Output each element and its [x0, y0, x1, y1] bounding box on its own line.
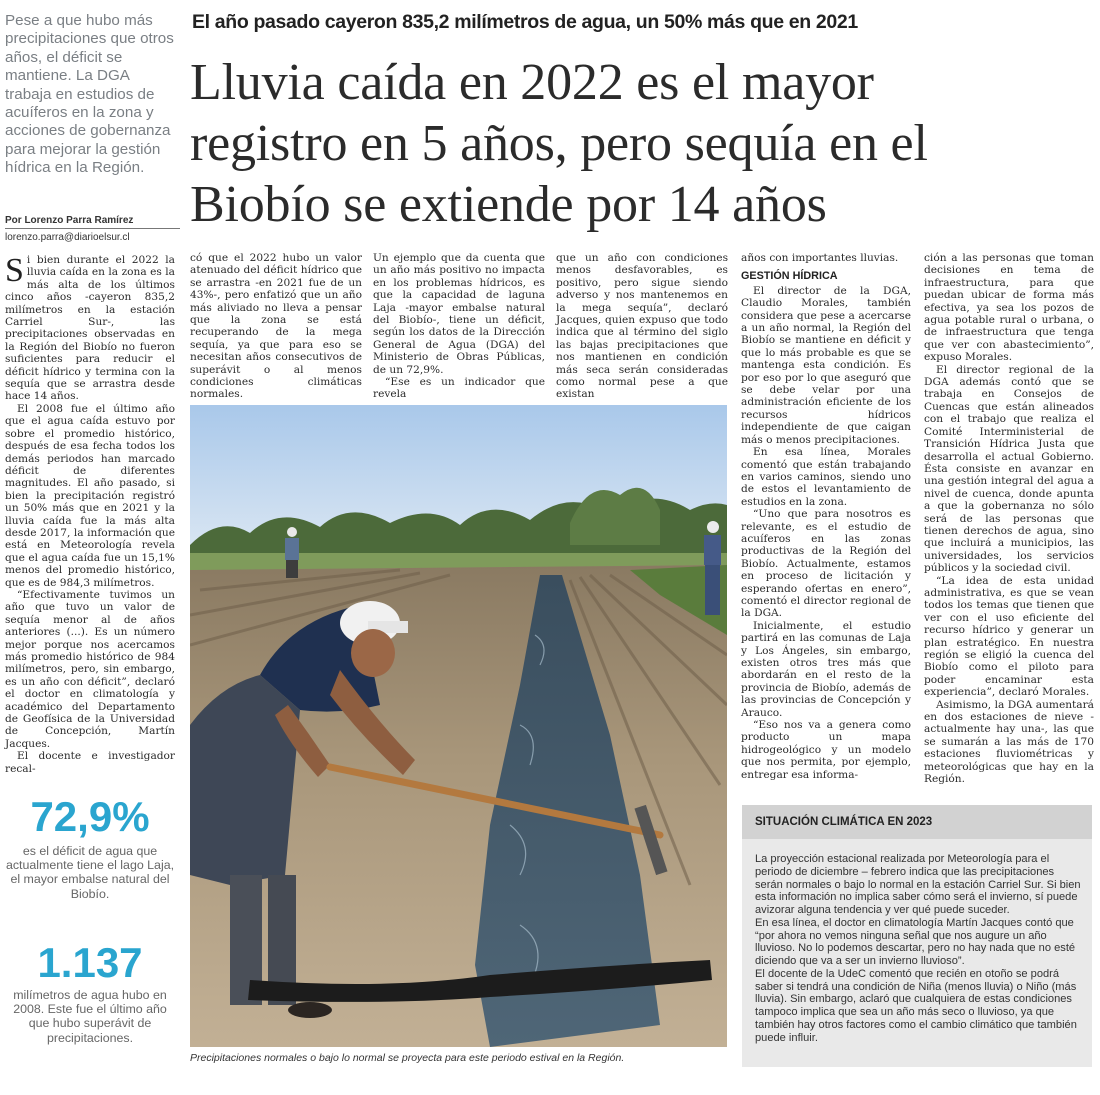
- stat-caption-lake-deficit: es el déficit de agua que actualmente tiene el lago Laja, el mayor embalse natural del Biobío.: [5, 844, 175, 901]
- paragraph: “La idea de esta unidad administrativa, es que se vean todos los temas que tienen que ver con el uso eficiente del recurso hídrico y generar un plan estratégico. En nuestra región se eligió la cuenca del Biobío como el piloto para poder encaminar esta experiencia”, declaró Morales.: [924, 574, 1094, 699]
- paragraph: “Ese es un indicador que revela: [373, 376, 545, 401]
- paragraph: Un ejemplo que da cuenta que un año más positivo no impacta en los problemas hídricos, es que la capacidad de laguna Laja -mayor embalse natural del Biobío-, tiene un déficit, según los datos de la Dirección General de Agua (DGA) del Ministerio de Obras Públicas, de un 72,9%.: [373, 252, 545, 376]
- section-heading: GESTIÓN HÍDRICA: [741, 270, 838, 283]
- article-column-5: [741, 252, 911, 781]
- author-email[interactable]: lorenzo.parra@diarioelsur.cl: [5, 232, 130, 243]
- photo-caption: Precipitaciones normales o bajo lo normal se proyecta para este periodo estival en la Región.: [190, 1052, 625, 1064]
- paragraph: Si bien durante el 2022 la lluvia caída en la zona es la más alta de los últimos cinco años -cayeron 835,2 milímetros en la estación Carriel Sur-, las precipitaciones observadas en la Región del Biobío no fueron suficientes para reducir el déficit hídrico y termina con la sequía que se arrastra desde hace 14 años.: [5, 252, 175, 403]
- paragraph: “Eso nos va a genera como producto un mapa hidrogeológico y un modelo que nos permita, por ejemplo, entregar esa informa-: [741, 719, 911, 781]
- paragraph: Asimismo, la DGA aumentará en dos estaciones de nieve -actualmente hay una-, las que se sumarán a las más de 170 estaciones fluviométricas y meteorológicas que hay en la Región.: [924, 698, 1094, 786]
- headline-line-1: Lluvia caída en 2022 es el mayor: [190, 54, 874, 111]
- article-column-6: [924, 252, 1094, 785]
- article-column-3: [373, 252, 545, 401]
- article-column-2: [190, 252, 362, 401]
- paragraph: El 2008 fue el último año que el agua caída estuvo por sobre el promedio histórico, después de esa fecha todos los demás periodos han marcado déficit de diferentes magnitudes. El año pasado, si bien la precipitación registró un 50% más que en 2021 y la lluvia caída fue la más alta desde 2017, la información que está en Meteorología revela que el agua caída fue un 15,1% menos del promedio histórico, que es de 984,3 milímetros.: [5, 402, 175, 589]
- climate-2023-box: [742, 805, 1092, 1067]
- headline-line-3: Biobío se extiende por 14 años: [190, 176, 827, 233]
- paragraph: “Efectivamente tuvimos un año que tuvo un valor de sequía menor al de años anteriores (...). Es un número mejor porque nos acercamos más promedio histórico de 984 milímetros, pero, sin embargo, es un año con déficit”, declaró el doctor en climatología y académico del Departamento de Geofísica de la Universidad de Concepción, Martín Jacques.: [5, 588, 175, 750]
- box-body: [742, 839, 1092, 1044]
- paragraph: ción a las personas que toman decisiones en tema de infraestructura, para que puedan ubicar de forma más efectiva, ya sea los pozos de agua potable rural o urbana, o de infraestructura que tenga que ver con abastecimiento”, expuso Morales.: [924, 252, 1094, 364]
- drop-cap: S: [5, 252, 24, 289]
- paragraph: El docente e investigador recal-: [5, 750, 175, 775]
- paragraph: Inicialmente, el estudio partirá en las comunas de Laja y Los Ángeles, sin embargo, existen otros tres más que abordarán en el resto de la provincia de Biobío, además de las provincias de Concepción y Arauco.: [741, 619, 911, 719]
- paragraph: El director de la DGA, Claudio Morales, también considera que pese a acercarse a un año normal, la Región del Biobío se mantiene en déficit y que lo más probable es que se mantenga esta condición. Es por eso por lo que aseguró que se debe velar por una administración eficiente de los recursos hídricos independiente de que caigan más o menos precipitaciones.: [741, 284, 911, 446]
- headline: [190, 52, 1090, 235]
- stat-value-lake-deficit: 72,9%: [30, 793, 150, 840]
- worker-right: [704, 521, 721, 615]
- lead-paragraph: Pese a que hubo más precipitaciones que otros años, el déficit se mantiene. La DGA trabaja en estudios de acuíferos en la zona y acciones de gobernanza para mejorar la gestión hídrica en la Región.: [5, 12, 174, 177]
- paragraph: En esa línea, Morales comentó que están trabajando en varios caminos, siendo uno de estos el levantamiento de estudios en la zona.: [741, 446, 911, 508]
- paragraph: El docente de la UdeC comentó que recién en otoño se podrá saber si tendrá una condición de Niña (menos lluvia) o Niño (más lluvia). Sin embargo, aclaró que cualquiera de estas condiciones tampoco implica que sea un año más seco o lluvioso, ya que también hay otros factores como el cambio climático que también puede influir.: [755, 967, 1077, 1044]
- paragraph: “Uno que para nosotros es relevante, es el estudio de acuíferos en las zonas productivas de la Región del Biobío. Actualmente, estamos en proceso de licitación y esperando ofertas en enero”, comentó el director regional de la DGA.: [741, 508, 911, 620]
- stat-value-2008-rain: 1.137: [37, 939, 143, 986]
- stat-caption-2008-rain: milímetros de agua hubo en 2008. Este fue el último año que hubo superávit de precipitaciones.: [13, 988, 167, 1045]
- paragraph: El director regional de la DGA además contó que se trabaja en Consejos de Cuencas que están alineados con el trabajo que realiza el Comité Interministerial de Transición Hídrica Justa que desarrolla el actual Gobierno. Ésta consiste en avanzar en una gestión integral del agua a nivel de cuenca, donde apunta a que la gobernanza no sólo será de las personas que tienen derechos de agua, sino que incluirá a municipios, las universidades, los servicios públicos y la sociedad civil.: [924, 363, 1094, 575]
- paragraph: En esa línea, el doctor en climatología Martín Jacques contó que “por ahora no vemos ninguna señal que nos augure un año lluvioso. No lo podemos descartar, pero no hay nada que no esté diciendo que va a ser un invierno lluvioso”.: [755, 916, 1076, 967]
- paragraph: La proyección estacional realizada por Meteorología para el periodo de diciembre – febrero indica que las precipitaciones serán normales o bajo lo normal en la estación Carriel Sur. Si bien esta información no implica saber cómo será el invierno, sí puede avizorar alguna tendencia y ver qué puede suceder.: [755, 853, 1081, 916]
- subheadline: El año pasado cayeron 835,2 milímetros de agua, un 50% más que en 2021: [192, 11, 858, 33]
- box-title: SITUACIÓN CLIMÁTICA EN 2023: [742, 805, 1092, 839]
- paragraph: có que el 2022 hubo un valor atenuado del déficit hídrico que se arrastra -en 2021 fue de un 43%-, pero enfatizó que un año más aliviado no lleva a pensar que la zona se está recuperando de la mega sequía, ya que para eso se necesitan años consecutivos de superávit o al menos condiciones climáticas normales.: [190, 252, 362, 401]
- paragraph: que un año con condiciones menos desfavorables, es positivo, pero sigue siendo adverso y nos mantenemos en la mega sequía”, declaró Jacques, quien expuso que todo indica que al término del siglo las bajas precipitaciones que nos mantienen en condición más seca serán consideradas como normal pese a que existan: [556, 252, 728, 401]
- headline-line-2: registro en 5 años, pero sequía en el: [190, 115, 928, 172]
- article-column-1: [5, 254, 175, 775]
- byline: [5, 214, 180, 244]
- author-name: Por Lorenzo Parra Ramírez: [5, 214, 180, 229]
- farm-irrigation-illustration: [190, 405, 727, 1047]
- paragraph: años con importantes lluvias.: [741, 252, 899, 264]
- article-photo: [190, 405, 727, 1047]
- article-column-4: [556, 252, 728, 401]
